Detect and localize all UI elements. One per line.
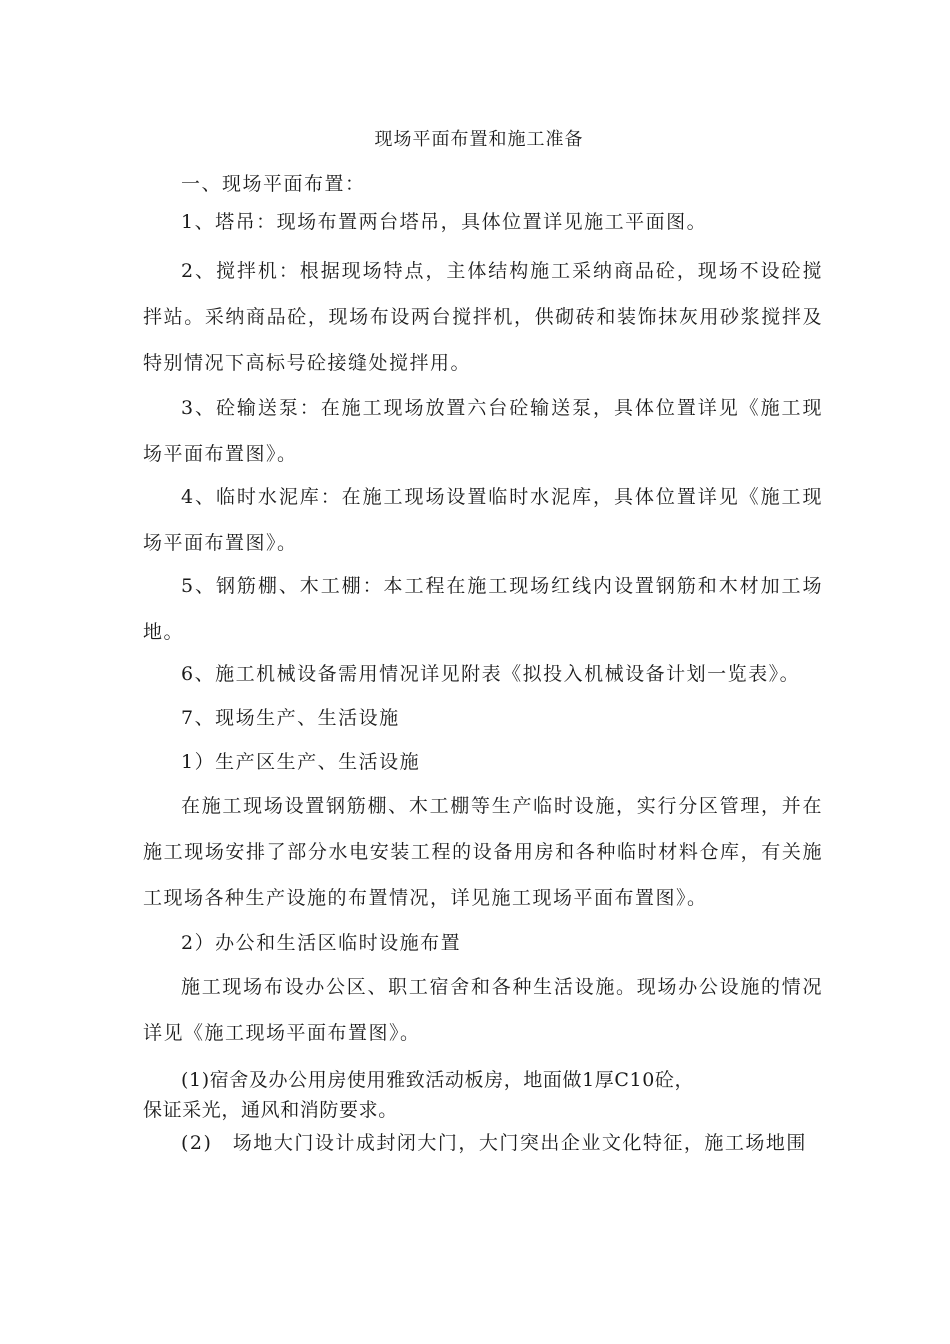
- paragraph-dormitory: (1)宿舍及办公用房使用雅致活动板房，地面做1厚C10砼，: [181, 1069, 695, 1091]
- paragraph-cement-store: 4、临时水泥库：在施工现场设置临时水泥库，具体位置详见《施工现场平面布置图》。: [143, 486, 823, 554]
- paragraph-production-body: 在施工现场设置钢筋棚、木工棚等生产临时设施，实行分区管理，并在施工现场安排了部分水电安装工程的设备用房和各种临时材料仓库，有关施工现场各种生产设施的布置情况，详见施工现场平面布置图》。: [143, 795, 823, 909]
- paragraph-dormitory-cont: 保证采光，通风和消防要求。: [143, 1099, 398, 1121]
- paragraph-office-body: 施工现场布设办公区、职工宿舍和各种生活设施。现场办公设施的情况详见《施工现场平面布置图》。: [143, 976, 823, 1044]
- paragraph-office-heading: 2）办公和生活区临时设施布置: [181, 932, 462, 954]
- section-heading: 一、现场平面布置：: [181, 173, 366, 195]
- paragraph-production-heading: 1）生产区生产、生活设施: [181, 751, 421, 773]
- paragraph-facilities-heading: 7、现场生产、生活设施: [181, 707, 400, 729]
- paragraph-equipment: 6、施工机械设备需用情况详见附表《拟投入机械设备计划一览表》。: [181, 663, 801, 685]
- paragraph-rebar-shed: 5、钢筋棚、木工棚：本工程在施工现场红线内设置钢筋和木材加工场地。: [143, 575, 823, 643]
- paragraph-concrete-pump: 3、砼输送泵：在施工现场放置六台砼输送泵，具体位置详见《施工现场平面布置图》。: [143, 397, 823, 465]
- paragraph-mixer: 2、搅拌机：根据现场特点，主体结构施工采纳商品砼，现场不设砼搅拌站。采纳商品砼，现场布设两台搅拌机，供砌砖和装饰抹灰用砂浆搅拌及特别情况下高标号砼接缝处搅拌用。: [143, 260, 823, 374]
- paragraph-tower-crane: 1、塔吊：现场布置两台塔吊，具体位置详见施工平面图。: [181, 211, 708, 233]
- paragraph-gate: (2) 场地大门设计成封闭大门，大门突出企业文化特征，施工场地围: [181, 1132, 807, 1154]
- page-title: 现场平面布置和施工准备: [374, 129, 584, 150]
